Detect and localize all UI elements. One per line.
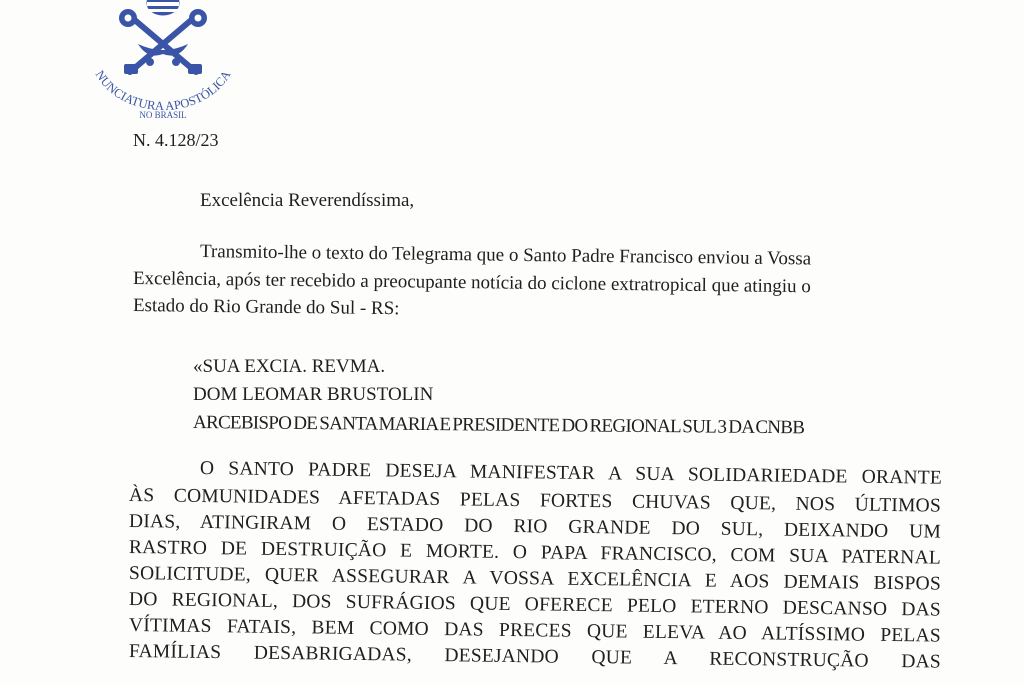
intro-line-1: Transmito-lhe o texto do Telegrama que o Santo Padre Francisco enviou a Vossa xyxy=(199,241,812,270)
telegram-line: VÍTIMAS FATAIS, BEM COMO DAS PRECES QUE ELEVA AO ALTÍSSIMO PELAS xyxy=(128,615,942,647)
addressee-title: «SUA EXCIA. REVMA. xyxy=(193,356,386,377)
addressee-name: DOM LEOMAR BRUSTOLIN xyxy=(193,384,434,405)
salutation: Excelência Reverendíssima, xyxy=(200,190,415,211)
telegram-line: ÀS COMUNIDADES AFETADAS PELAS FORTES CHUVAS QUE, NOS ÚLTIMOS xyxy=(128,485,942,517)
seal-subtext: NO BRASIL xyxy=(139,110,187,120)
papal-tiara-icon xyxy=(147,0,179,15)
telegram-line: RASTRO DE DESTRUIÇÃO E MORTE. O PAPA FRANCISCO, COM SUA PATERNAL xyxy=(128,537,942,569)
telegram-line: FAMÍLIAS DESABRIGADAS, DESEJANDO QUE A RECONSTRUÇÃO DAS xyxy=(128,641,942,673)
intro-line-3: Estado do Rio Grande do Sul - RS: xyxy=(132,295,400,320)
addressee-position: ARCEBISPO DE SANTA MARIA E PRESIDENTE DO REGIONAL SUL 3 DA CNBB xyxy=(192,412,805,439)
telegram-line: DO REGIONAL, DOS SUFRÁGIOS QUE OFERECE PELO ETERNO DESCANSO DAS xyxy=(128,589,942,621)
crossed-keys-icon xyxy=(130,16,196,72)
seal-text: NUNCIATURA APOSTÓLICA xyxy=(92,68,234,114)
intro-line-2: Excelência, após ter recebido a preocupante notícia do ciclone extratropical que atingiu o xyxy=(132,268,811,298)
telegram-line: O SANTO PADRE DESEJA MANIFESTAR A SUA SOLIDARIEDADE ORANTE xyxy=(199,458,943,489)
svg-text:NUNCIATURA APOSTÓLICA xyxy=(93,68,234,113)
telegram-line: SOLICITUDE, QUER ASSEGURAR A VOSSA EXCELÊNCIA E AOS DEMAIS BISPOS xyxy=(128,563,942,595)
reference-number: N. 4.128/23 xyxy=(133,130,219,150)
papal-coat-of-arms-seal xyxy=(78,0,248,124)
telegram-line: DIAS, ATINGIRAM O ESTADO DO RIO GRANDE DO SUL, DEIXANDO UM xyxy=(128,511,942,543)
